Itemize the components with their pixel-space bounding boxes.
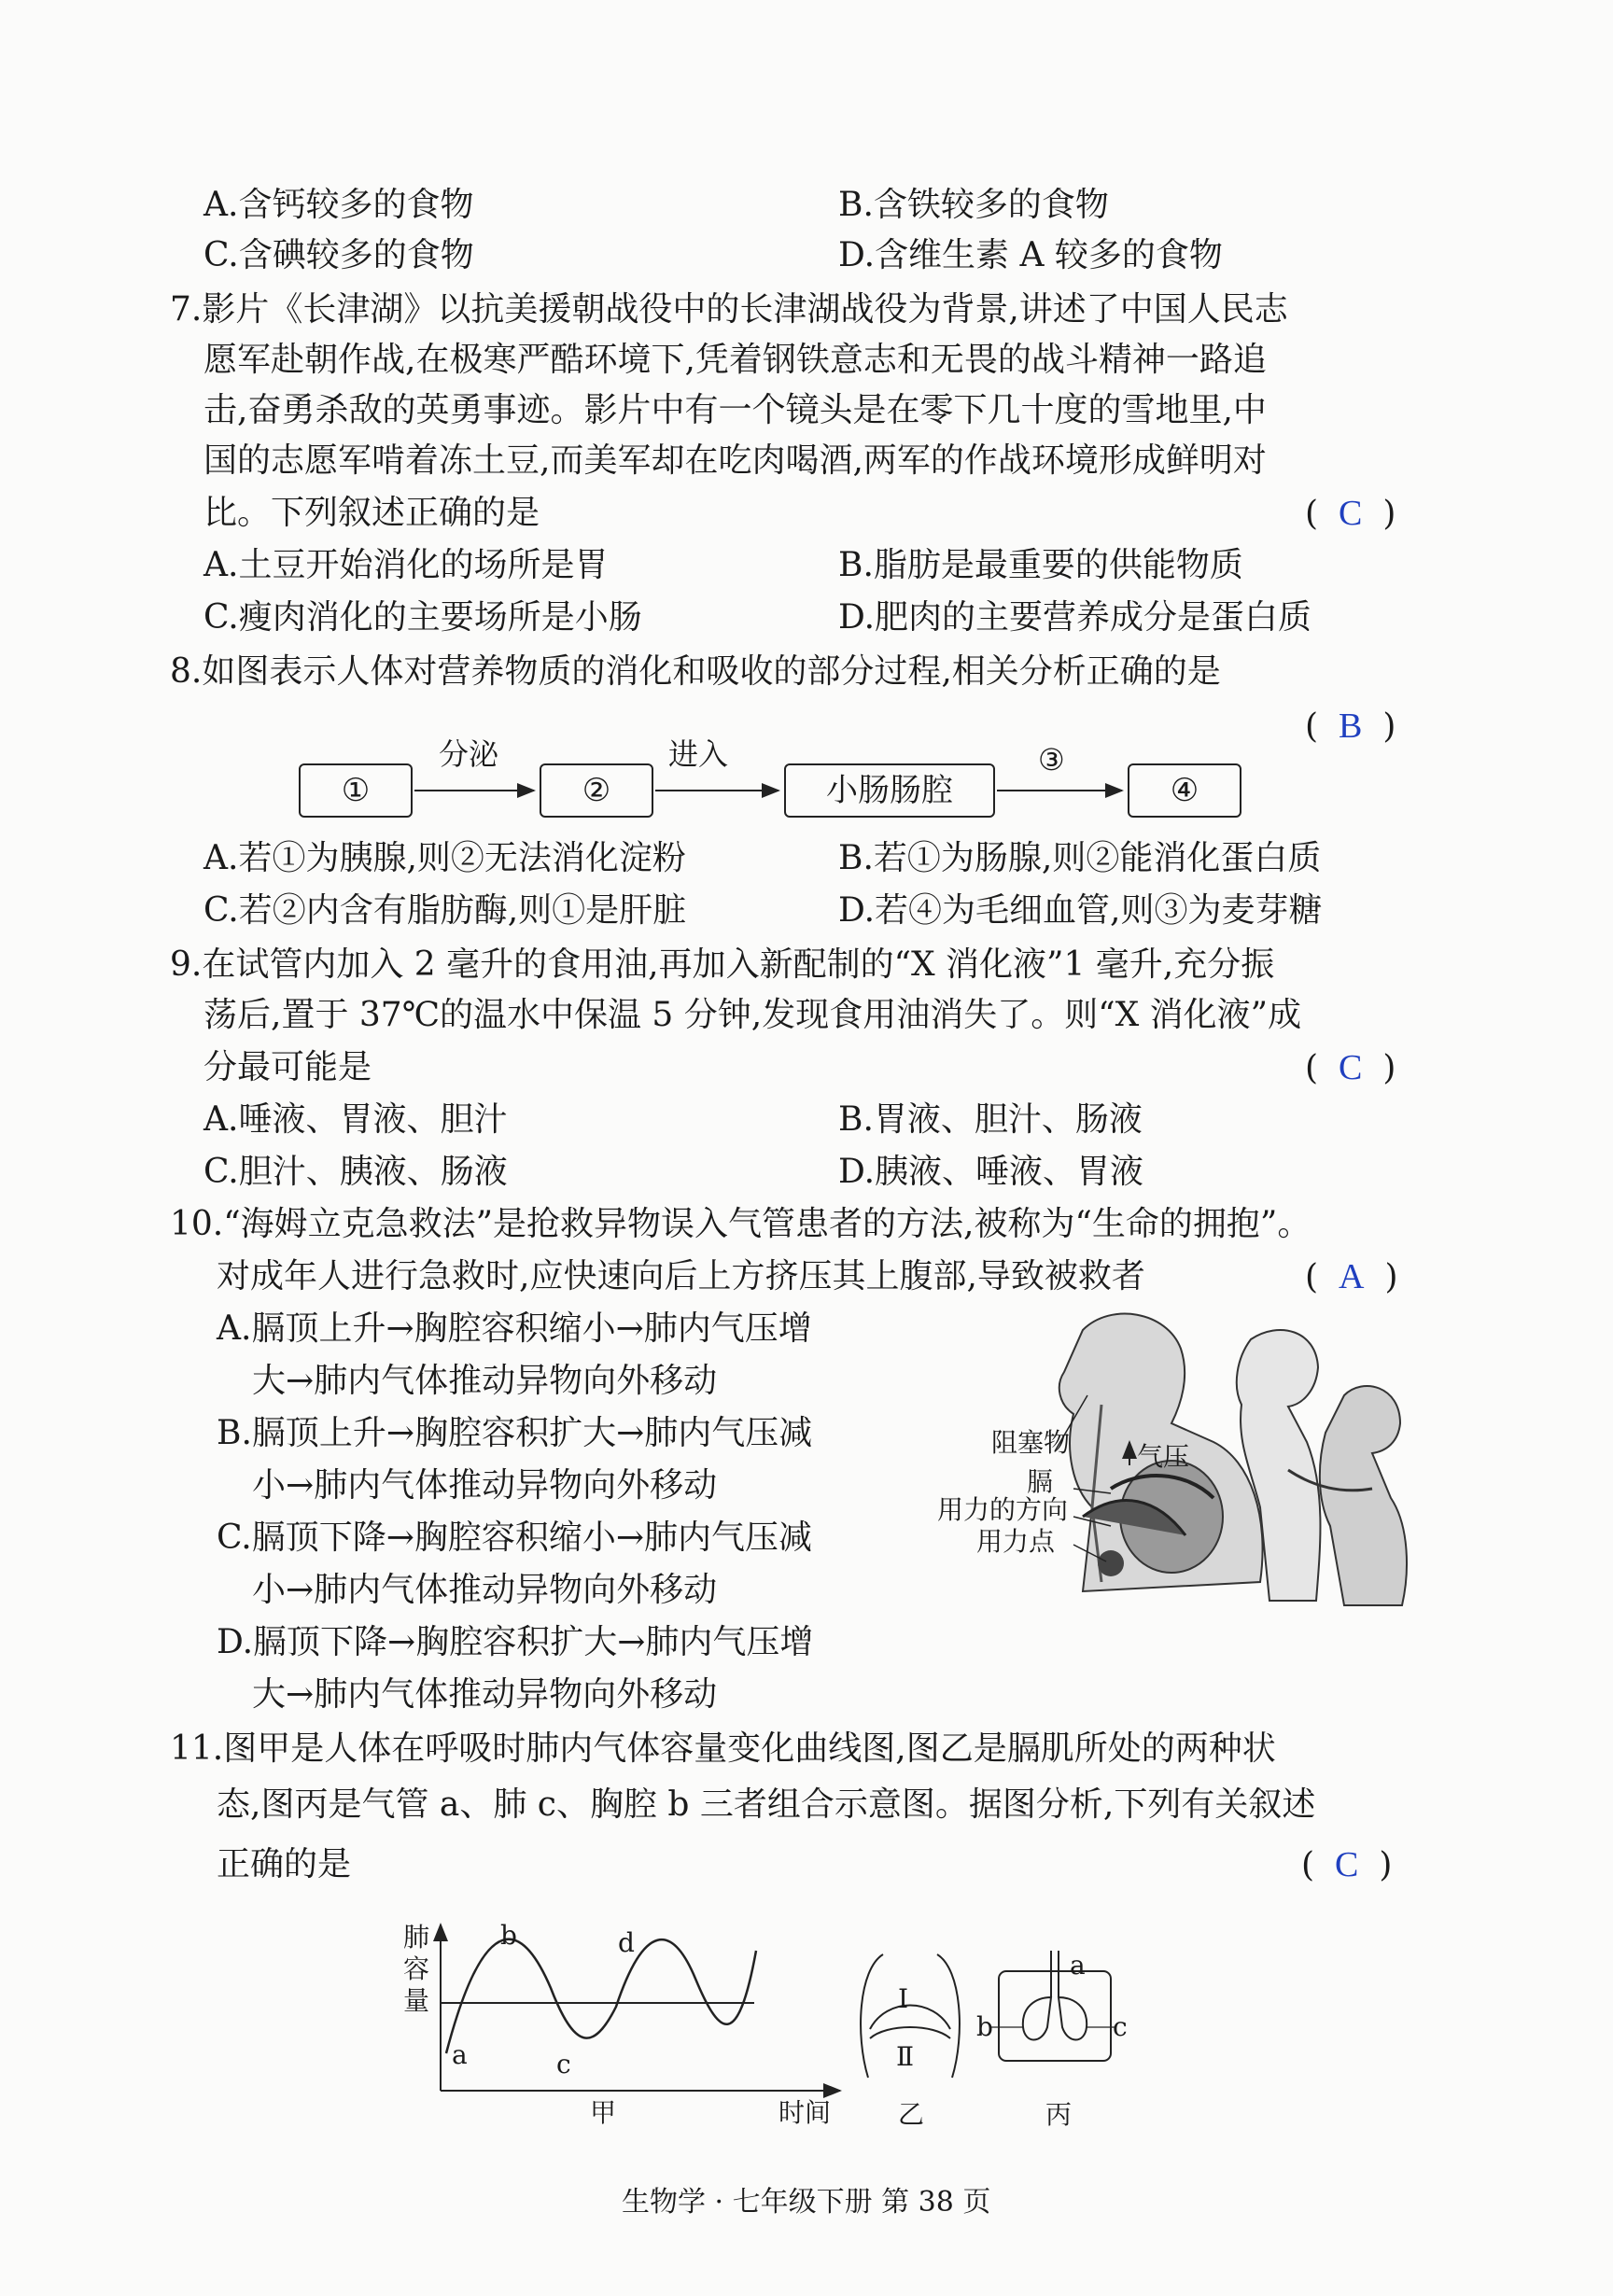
q10-option-d-line2: 大→肺内气体推动异物向外移动 <box>252 1675 718 1714</box>
q8-arrow3-label: ③ <box>1038 742 1065 777</box>
q10-option-c-line1: C.膈顶下降→胸腔容积缩小→肺内气压减 <box>217 1519 813 1557</box>
fig-bing-label-a: a <box>1070 1950 1086 1981</box>
q7-option-b: B.脂肪是最重要的供能物质 <box>838 546 1243 584</box>
q9-option-c: C.胆汁、胰液、肠液 <box>203 1153 508 1191</box>
q7-stem-line4: 国的志愿军啃着冻土豆,而美军却在吃肉喝酒,两军的作战环境形成鲜明对 <box>203 441 1267 480</box>
q8-box-3: 小肠肠腔 <box>784 763 995 818</box>
q9-stem-line2: 荡后,置于 37℃的温水中保温 5 分钟,发现食用油消失了。则“X 消化液”成 <box>203 996 1302 1034</box>
fig-bing-label-b: b <box>976 2011 993 2042</box>
q11-answer-value: C <box>1335 1845 1359 1884</box>
q10-option-a-line1: A.膈顶上升→胸腔容积缩小→肺内气压增 <box>217 1309 812 1348</box>
q11-stem-line1: 11.图甲是人体在呼吸时肺内气体容量变化曲线图,图乙是膈肌所处的两种状 <box>170 1729 1276 1768</box>
q9-option-d: D.胰液、唾液、胃液 <box>838 1153 1144 1191</box>
q11-stem-line3: 正确的是 <box>217 1845 352 1883</box>
fig-jia-ylabel-2: 容 <box>403 1953 430 1984</box>
fig-bing-label-c: c <box>1113 2011 1128 2042</box>
q10-option-c-line2: 小→肺内气体推动异物向外移动 <box>252 1571 718 1609</box>
q7-answer-value: C <box>1339 494 1363 533</box>
q8-option-a: A.若①为胰腺,则②无法消化淀粉 <box>203 839 686 877</box>
q7-stem-line2: 愿军赴朝作战,在极寒严酷环境下,凭着钢铁意志和无畏的战斗精神一路追 <box>203 341 1267 379</box>
q10-option-b-line2: 小→肺内气体推动异物向外移动 <box>252 1466 718 1505</box>
q8-option-b: B.若①为肠腺,则②能消化蛋白质 <box>838 839 1322 877</box>
q10-answer-value: A <box>1339 1257 1365 1296</box>
q6-option-a: A.含钙较多的食物 <box>203 186 474 224</box>
q6-option-b: B.含铁较多的食物 <box>838 186 1109 224</box>
q8-stem: 8.如图表示人体对营养物质的消化和吸收的部分过程,相关分析正确的是 <box>170 652 1221 691</box>
q7-stem-line3: 击,奋勇杀敌的英勇事迹。影片中有一个镜头是在零下几十度的雪地里,中 <box>203 391 1267 429</box>
label-force-direction: 用力的方向 <box>937 1494 1069 1525</box>
q8-answer-value: B <box>1339 707 1363 746</box>
q10-option-a-line2: 大→肺内气体推动异物向外移动 <box>252 1362 718 1400</box>
label-blockage: 阻塞物 <box>991 1427 1071 1458</box>
fig-yi-state-2: Ⅱ <box>896 2041 915 2072</box>
q8-box-1: ① <box>299 763 413 818</box>
page-footer: 生物学 · 七年级下册 第 38 页 <box>622 2186 991 2219</box>
q9-option-b: B.胃液、胆汁、肠液 <box>838 1100 1143 1139</box>
q9-answer-value: C <box>1339 1048 1363 1087</box>
q7-option-d: D.肥肉的主要营养成分是蛋白质 <box>838 598 1312 637</box>
fig-jia-ylabel-1: 肺 <box>403 1922 430 1953</box>
q8-arrow2-label: 进入 <box>668 736 729 772</box>
q7-option-a: A.土豆开始消化的场所是胃 <box>203 546 609 584</box>
q7-answer: ( C ) <box>1305 494 1396 533</box>
q10-stem-line2: 对成年人进行急救时,应快速向后上方挤压其上腹部,导致被救者 <box>217 1257 1145 1295</box>
fig-jia-point-c: c <box>556 2049 571 2079</box>
q6-option-d: D.含维生素 A 较多的食物 <box>838 236 1223 274</box>
fig-jia-point-b: b <box>500 1920 517 1951</box>
q8-answer: ( B ) <box>1305 707 1396 746</box>
fig-jia-point-d: d <box>618 1927 635 1958</box>
fig-jia-point-a: a <box>452 2039 468 2070</box>
q10-stem-line1: 10.“海姆立克急救法”是抢救异物误入气管患者的方法,被称为“生命的拥抱”。 <box>170 1205 1311 1243</box>
fig-bing-caption: 丙 <box>1045 2099 1073 2130</box>
q10-option-d-line1: D.膈顶下降→胸腔容积扩大→肺内气压增 <box>217 1623 814 1661</box>
q9-answer: ( C ) <box>1305 1048 1396 1087</box>
q9-stem-line3: 分最可能是 <box>203 1048 372 1086</box>
fig-yi-state-1: Ⅰ <box>898 1983 909 2014</box>
q7-stem-line1: 7.影片《长津湖》以抗美援朝战役中的长津湖战役为背景,讲述了中国人民志 <box>170 290 1288 329</box>
q8-option-d: D.若④为毛细血管,则③为麦芽糖 <box>838 891 1323 930</box>
q8-box-2: ② <box>540 763 653 818</box>
q9-stem-line1: 9.在试管内加入 2 毫升的食用油,再加入新配制的“X 消化液”1 毫升,充分振 <box>170 945 1275 984</box>
label-diaphragm: 膈 <box>1027 1466 1054 1497</box>
fig-yi-caption: 乙 <box>898 2099 925 2130</box>
q10-answer: ( A ) <box>1305 1257 1398 1296</box>
q11-answer: ( C ) <box>1301 1845 1393 1884</box>
q8-option-c: C.若②内含有脂肪酶,则①是肝脏 <box>203 891 687 930</box>
label-pressure: 气压 <box>1137 1441 1190 1472</box>
q7-option-c: C.瘦肉消化的主要场所是小肠 <box>203 598 642 637</box>
fig-jia-ylabel-3: 量 <box>403 1985 430 2016</box>
q8-box-4: ④ <box>1128 763 1241 818</box>
label-force-point: 用力点 <box>976 1526 1056 1557</box>
q9-option-a: A.唾液、胃液、胆汁 <box>203 1100 508 1139</box>
q11-stem-line2: 态,图丙是气管 a、肺 c、胸腔 b 三者组合示意图。据图分析,下列有关叙述 <box>217 1785 1316 1824</box>
fig-jia-xlabel: 时间 <box>778 2097 832 2128</box>
fig-jia-caption: 甲 <box>590 2097 617 2128</box>
q6-option-c: C.含碘较多的食物 <box>203 236 474 274</box>
q10-option-b-line1: B.膈顶上升→胸腔容积扩大→肺内气压减 <box>217 1414 813 1452</box>
q7-stem-line5: 比。下列叙述正确的是 <box>203 494 540 532</box>
q8-arrow1-label: 分泌 <box>439 736 499 772</box>
